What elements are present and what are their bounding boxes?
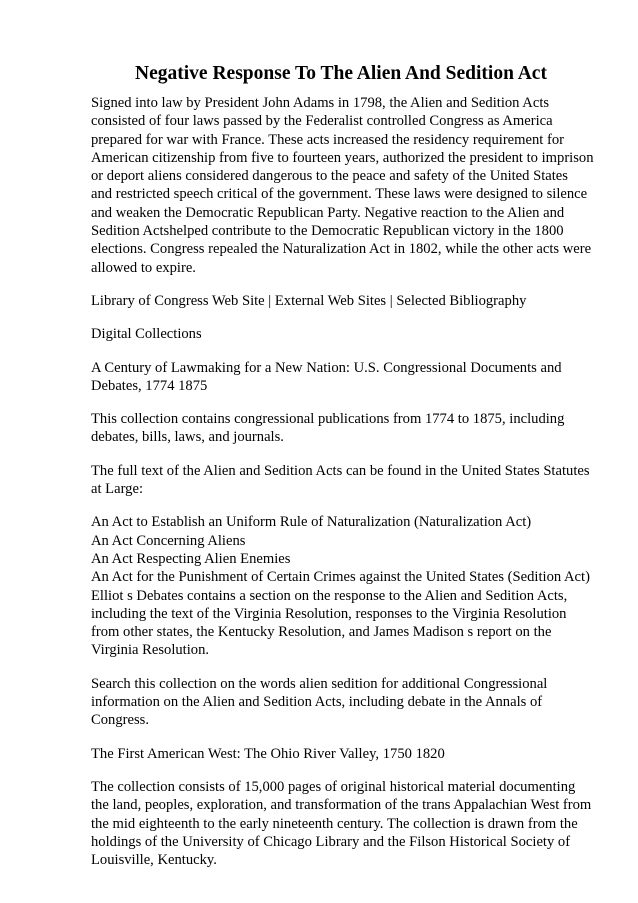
text-line: holdings of the University of Chicago Library and the Filson Historical Society of (91, 833, 571, 850)
document-page (91, 62, 594, 884)
text-line: A Century of Lawmaking for a New Nation: U.S. Congressional Documents and (91, 359, 562, 376)
paragraph-collection-description (91, 778, 591, 869)
text-line: Congress. (91, 712, 149, 729)
text-line: allowed to expire. (91, 259, 196, 276)
paragraph-full-text (91, 462, 591, 499)
text-line: including the text of the Virginia Resolution, responses to the Virginia Resolution (91, 605, 567, 622)
paragraph-intro (91, 94, 594, 277)
text-line: or deport aliens considered dangerous to the peace and safety of the United States (91, 168, 568, 185)
text-line: elections. Congress repealed the Naturalization Act in 1802, while the other acts were (91, 241, 592, 258)
text-line: the mid eighteenth to the early nineteenth century. The collection is drawn from the (91, 815, 578, 832)
paragraph-acts-list (91, 513, 591, 659)
text-line: Library of Congress Web Site | External Web Sites | Selected Bibliography (91, 292, 527, 309)
text-line: the land, peoples, exploration, and transformation of the trans Appalachian West from (91, 797, 592, 814)
paragraph-century-of-lawmaking (91, 359, 591, 396)
text-line: The First American West: The Ohio River Valley, 1750 1820 (91, 745, 445, 762)
document-title: Negative Response To The Alien And Sedition Act (135, 63, 547, 84)
text-line: prepared for war with France. These acts increased the residency requirement for (91, 131, 564, 148)
paragraph-collection-contents (91, 410, 591, 447)
text-line: and restricted speech critical of the government. These laws were designed to silence (91, 186, 588, 203)
text-line: An Act for the Punishment of Certain Crimes against the United States (Sedition Act) (91, 569, 590, 586)
text-line: Debates, 1774 1875 (91, 377, 208, 394)
text-line: Louisville, Kentucky. (91, 852, 217, 869)
text-line: Elliot s Debates contains a section on the response to the Alien and Sedition Acts, (91, 587, 568, 604)
text-line: Sedition Actshelped contribute to the Democratic Republican victory in the 1800 (91, 223, 564, 240)
text-line: from other states, the Kentucky Resolution, and James Madison s report on the (91, 624, 552, 641)
text-line: debates, bills, laws, and journals. (91, 429, 284, 446)
text-line: Digital Collections (91, 326, 202, 343)
paragraph-nav-links (91, 292, 591, 310)
text-line: at Large: (91, 481, 143, 498)
text-line: Virginia Resolution. (91, 642, 210, 659)
text-line: An Act Concerning Aliens (91, 532, 246, 549)
text-line: An Act Respecting Alien Enemies (91, 550, 291, 567)
paragraph-first-american-west (91, 745, 591, 763)
text-line: information on the Alien and Sedition Acts, including debate in the Annals of (91, 694, 543, 711)
text-line: This collection contains congressional publications from 1774 to 1875, including (91, 411, 565, 428)
paragraph-digital-collections (91, 325, 591, 343)
text-line: Search this collection on the words alien sedition for additional Congressional (91, 675, 548, 692)
text-line: Signed into law by President John Adams in 1798, the Alien and Sedition Acts (91, 95, 550, 111)
text-line: The full text of the Alien and Sedition Acts can be found in the United States Statutes (91, 462, 590, 479)
text-line: and weaken the Democratic Republican Party. Negative reaction to the Alien and (91, 204, 565, 221)
text-line: American citizenship from five to fourteen years, authorized the president to imprison (91, 149, 594, 166)
text-line: The collection consists of 15,000 pages of original historical material documenting (91, 778, 576, 795)
paragraph-search (91, 675, 591, 730)
text-line: consisted of four laws passed by the Federalist controlled Congress as America (91, 113, 553, 130)
text-line: An Act to Establish an Uniform Rule of Naturalization (Naturalization Act) (91, 514, 532, 531)
